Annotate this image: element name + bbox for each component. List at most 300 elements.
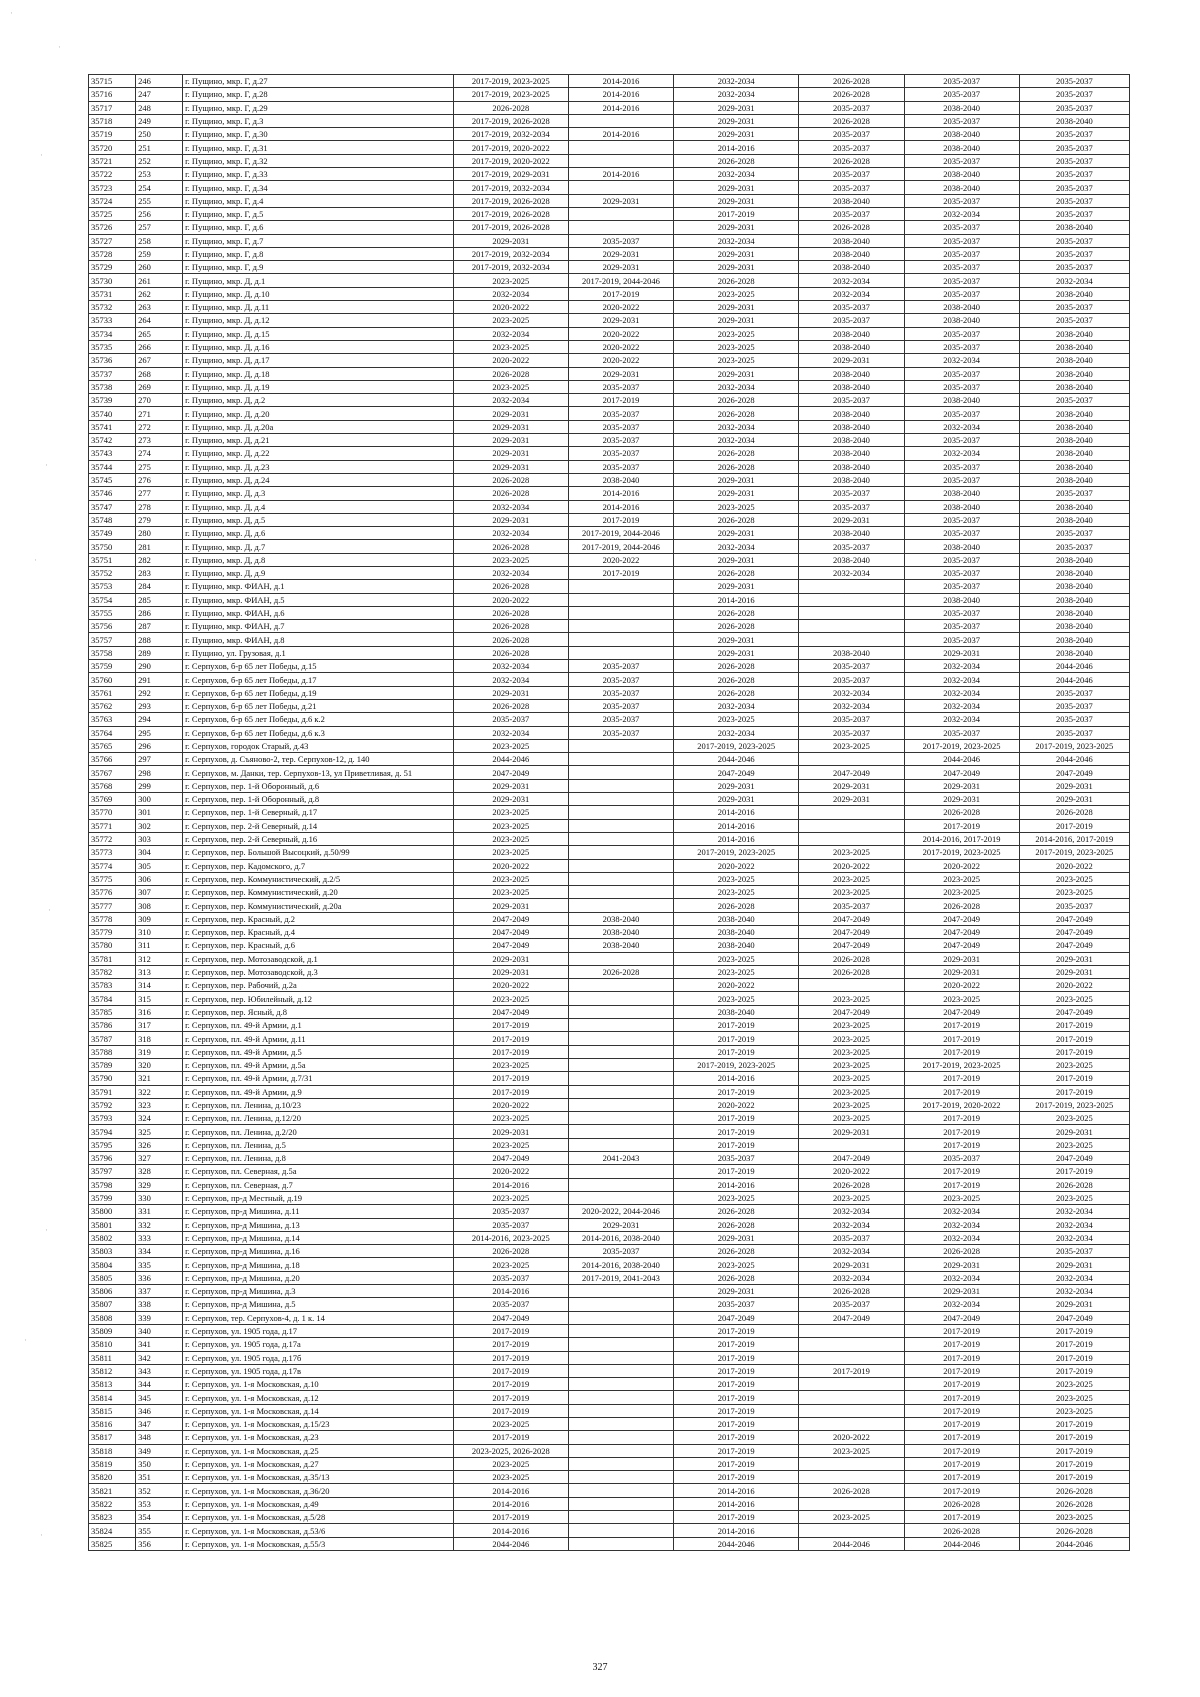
period-cell-2 bbox=[568, 806, 673, 819]
row-number-cell: 274 bbox=[136, 447, 183, 460]
period-cell-1: 2017-2019 bbox=[453, 1391, 568, 1404]
row-number-cell: 341 bbox=[136, 1338, 183, 1351]
period-cell-4: 2023-2025 bbox=[799, 1019, 904, 1032]
period-cell-4: 2038-2040 bbox=[799, 234, 904, 247]
period-cell-5: 2035-2037 bbox=[904, 606, 1019, 619]
address-cell: г. Пущино, мкр. Г, д.4 bbox=[183, 194, 454, 207]
record-id-cell: 35760 bbox=[89, 673, 136, 686]
period-cell-3: 2026-2028 bbox=[674, 447, 799, 460]
period-cell-2 bbox=[568, 753, 673, 766]
address-cell: г. Пущино, мкр. ФИАН, д.5 bbox=[183, 593, 454, 606]
row-number-cell: 335 bbox=[136, 1258, 183, 1271]
table-row bbox=[89, 434, 1130, 447]
period-cell-2: 2014-2016 bbox=[568, 101, 673, 114]
row-number-cell: 338 bbox=[136, 1298, 183, 1311]
row-number-cell: 250 bbox=[136, 128, 183, 141]
address-cell: г. Пущино, мкр. Д, д.3 bbox=[183, 487, 454, 500]
period-cell-5: 2026-2028 bbox=[904, 806, 1019, 819]
row-number-cell: 308 bbox=[136, 899, 183, 912]
period-cell-2 bbox=[568, 580, 673, 593]
address-cell: г. Пущино, мкр. Д, д.15 bbox=[183, 327, 454, 340]
period-cell-5: 2032-2034 bbox=[904, 699, 1019, 712]
period-cell-5: 2017-2019 bbox=[904, 1085, 1019, 1098]
period-cell-6: 2023-2025 bbox=[1019, 1191, 1129, 1204]
period-cell-4: 2026-2028 bbox=[799, 1484, 904, 1497]
period-cell-5: 2017-2019 bbox=[904, 1417, 1019, 1430]
row-number-cell: 336 bbox=[136, 1271, 183, 1284]
period-cell-6: 2032-2034 bbox=[1019, 1218, 1129, 1231]
period-cell-2 bbox=[568, 952, 673, 965]
period-cell-1: 2017-2019, 2026-2028 bbox=[453, 207, 568, 220]
table-row bbox=[89, 673, 1130, 686]
record-id-cell: 35728 bbox=[89, 247, 136, 260]
period-cell-5: 2038-2040 bbox=[904, 593, 1019, 606]
period-cell-4 bbox=[799, 832, 904, 845]
record-id-cell: 35777 bbox=[89, 899, 136, 912]
table-row bbox=[89, 1338, 1130, 1351]
period-cell-2 bbox=[568, 1072, 673, 1085]
record-id-cell: 35739 bbox=[89, 394, 136, 407]
table-row bbox=[89, 1138, 1130, 1151]
period-cell-6: 2026-2028 bbox=[1019, 1524, 1129, 1537]
period-cell-5: 2038-2040 bbox=[904, 500, 1019, 513]
period-cell-1: 2023-2025 bbox=[453, 1417, 568, 1430]
record-id-cell: 35716 bbox=[89, 88, 136, 101]
table-row bbox=[89, 1152, 1130, 1165]
period-cell-5: 2026-2028 bbox=[904, 1524, 1019, 1537]
period-cell-4: 2035-2037 bbox=[799, 713, 904, 726]
period-cell-4: 2032-2034 bbox=[799, 274, 904, 287]
period-cell-5: 2017-2019 bbox=[904, 1324, 1019, 1337]
row-number-cell: 330 bbox=[136, 1191, 183, 1204]
record-id-cell: 35805 bbox=[89, 1271, 136, 1284]
period-cell-1: 2023-2025 bbox=[453, 340, 568, 353]
record-id-cell: 35753 bbox=[89, 580, 136, 593]
row-number-cell: 313 bbox=[136, 965, 183, 978]
period-cell-3: 2026-2028 bbox=[674, 606, 799, 619]
address-cell: г. Серпухов, ул. 1905 года, д.17 bbox=[183, 1324, 454, 1337]
record-id-cell: 35747 bbox=[89, 500, 136, 513]
address-cell: г. Пущино, мкр. Д, д.22 bbox=[183, 447, 454, 460]
address-cell: г. Пущино, мкр. Д, д.6 bbox=[183, 527, 454, 540]
address-cell: г. Серпухов, б-р 65 лет Победы, д.17 bbox=[183, 673, 454, 686]
period-cell-4 bbox=[799, 1471, 904, 1484]
period-cell-2: 2035-2037 bbox=[568, 673, 673, 686]
period-cell-3: 2014-2016 bbox=[674, 806, 799, 819]
record-id-cell: 35825 bbox=[89, 1537, 136, 1550]
period-cell-6: 2038-2040 bbox=[1019, 553, 1129, 566]
record-id-cell: 35717 bbox=[89, 101, 136, 114]
period-cell-2: 2026-2028 bbox=[568, 965, 673, 978]
period-cell-5: 2026-2028 bbox=[904, 899, 1019, 912]
record-id-cell: 35790 bbox=[89, 1072, 136, 1085]
row-number-cell: 263 bbox=[136, 301, 183, 314]
table-row bbox=[89, 540, 1130, 553]
address-cell: г. Пущино, мкр. Д, д.8 bbox=[183, 553, 454, 566]
period-cell-6: 2017-2019 bbox=[1019, 1351, 1129, 1364]
period-cell-6: 2035-2037 bbox=[1019, 141, 1129, 154]
period-cell-5: 2035-2037 bbox=[904, 553, 1019, 566]
row-number-cell: 280 bbox=[136, 527, 183, 540]
record-id-cell: 35756 bbox=[89, 620, 136, 633]
table-row bbox=[89, 287, 1130, 300]
period-cell-1: 2017-2019 bbox=[453, 1511, 568, 1524]
period-cell-6: 2017-2019 bbox=[1019, 1444, 1129, 1457]
table-row bbox=[89, 1005, 1130, 1018]
period-cell-1: 2017-2019, 2032-2034 bbox=[453, 128, 568, 141]
period-cell-3: 2017-2019 bbox=[674, 1404, 799, 1417]
period-cell-2: 2014-2016 bbox=[568, 88, 673, 101]
period-cell-2 bbox=[568, 1324, 673, 1337]
period-cell-6: 2038-2040 bbox=[1019, 566, 1129, 579]
table-row bbox=[89, 420, 1130, 433]
address-cell: г. Серпухов, пр-д Мишина, д.18 bbox=[183, 1258, 454, 1271]
period-cell-1: 2047-2049 bbox=[453, 912, 568, 925]
address-cell: г. Серпухов, пер. Красный, д.6 bbox=[183, 939, 454, 952]
row-number-cell: 348 bbox=[136, 1431, 183, 1444]
period-cell-3: 2032-2034 bbox=[674, 380, 799, 393]
row-number-cell: 343 bbox=[136, 1364, 183, 1377]
period-cell-4 bbox=[799, 620, 904, 633]
record-id-cell: 35751 bbox=[89, 553, 136, 566]
period-cell-4: 2023-2025 bbox=[799, 739, 904, 752]
period-cell-3: 2026-2028 bbox=[674, 154, 799, 167]
period-cell-6: 2023-2025 bbox=[1019, 1378, 1129, 1391]
row-number-cell: 251 bbox=[136, 141, 183, 154]
row-number-cell: 304 bbox=[136, 846, 183, 859]
table-row bbox=[89, 926, 1130, 939]
period-cell-1: 2023-2025 bbox=[453, 274, 568, 287]
row-number-cell: 331 bbox=[136, 1205, 183, 1218]
table-row bbox=[89, 1271, 1130, 1284]
period-cell-5: 2026-2028 bbox=[904, 1497, 1019, 1510]
period-cell-6: 2035-2037 bbox=[1019, 234, 1129, 247]
period-cell-2: 2029-2031 bbox=[568, 247, 673, 260]
period-cell-1: 2023-2025 bbox=[453, 806, 568, 819]
period-cell-3: 2017-2019 bbox=[674, 1032, 799, 1045]
row-number-cell: 316 bbox=[136, 1005, 183, 1018]
period-cell-1: 2026-2028 bbox=[453, 487, 568, 500]
record-id-cell: 35787 bbox=[89, 1032, 136, 1045]
period-cell-6: 2032-2034 bbox=[1019, 1205, 1129, 1218]
period-cell-4 bbox=[799, 606, 904, 619]
period-cell-6: 2026-2028 bbox=[1019, 1497, 1129, 1510]
period-cell-5: 2023-2025 bbox=[904, 872, 1019, 885]
period-cell-5: 2017-2019 bbox=[904, 1125, 1019, 1138]
period-cell-3: 2017-2019 bbox=[674, 1125, 799, 1138]
period-cell-3: 2029-2031 bbox=[674, 261, 799, 274]
period-cell-1: 2032-2034 bbox=[453, 500, 568, 513]
period-cell-1: 2029-2031 bbox=[453, 686, 568, 699]
period-cell-4: 2032-2034 bbox=[799, 566, 904, 579]
period-cell-1: 2026-2028 bbox=[453, 699, 568, 712]
table-row bbox=[89, 1245, 1130, 1258]
period-cell-4 bbox=[799, 806, 904, 819]
table-row bbox=[89, 1524, 1130, 1537]
row-number-cell: 329 bbox=[136, 1178, 183, 1191]
period-cell-1: 2029-2031 bbox=[453, 234, 568, 247]
period-cell-1: 2029-2031 bbox=[453, 779, 568, 792]
period-cell-3: 2029-2031 bbox=[674, 247, 799, 260]
table-row bbox=[89, 1205, 1130, 1218]
period-cell-2: 2017-2019, 2044-2046 bbox=[568, 274, 673, 287]
period-cell-5: 2017-2019, 2020-2022 bbox=[904, 1098, 1019, 1111]
table-row bbox=[89, 1125, 1130, 1138]
period-cell-6: 2023-2025 bbox=[1019, 1058, 1129, 1071]
period-cell-6: 2023-2025 bbox=[1019, 886, 1129, 899]
period-cell-2 bbox=[568, 1311, 673, 1324]
period-cell-3: 2017-2019, 2023-2025 bbox=[674, 846, 799, 859]
period-cell-2: 2038-2040 bbox=[568, 473, 673, 486]
period-cell-4: 2023-2025 bbox=[799, 1112, 904, 1125]
period-cell-1: 2017-2019, 2020-2022 bbox=[453, 154, 568, 167]
row-number-cell: 252 bbox=[136, 154, 183, 167]
period-cell-6: 2038-2040 bbox=[1019, 620, 1129, 633]
period-cell-1: 2023-2025 bbox=[453, 1258, 568, 1271]
address-cell: г. Пущино, мкр. Д, д.24 bbox=[183, 473, 454, 486]
period-cell-4 bbox=[799, 753, 904, 766]
period-cell-6: 2044-2046 bbox=[1019, 660, 1129, 673]
table-row bbox=[89, 1218, 1130, 1231]
period-cell-1: 2044-2046 bbox=[453, 1537, 568, 1550]
period-cell-4: 2029-2031 bbox=[799, 1258, 904, 1271]
period-cell-1: 2023-2025 bbox=[453, 846, 568, 859]
table-row bbox=[89, 314, 1130, 327]
period-cell-6: 2044-2046 bbox=[1019, 673, 1129, 686]
period-cell-1: 2047-2049 bbox=[453, 939, 568, 952]
period-cell-3: 2017-2019 bbox=[674, 1165, 799, 1178]
period-cell-2: 2014-2016 bbox=[568, 500, 673, 513]
period-cell-6: 2029-2031 bbox=[1019, 965, 1129, 978]
record-id-cell: 35816 bbox=[89, 1417, 136, 1430]
period-cell-2: 2035-2037 bbox=[568, 713, 673, 726]
address-cell: г. Серпухов, ул. 1-я Московская, д.55/3 bbox=[183, 1537, 454, 1550]
table-row bbox=[89, 832, 1130, 845]
record-id-cell: 35776 bbox=[89, 886, 136, 899]
row-number-cell: 253 bbox=[136, 168, 183, 181]
address-cell: г. Серпухов, пер. 1-й Северный, д.17 bbox=[183, 806, 454, 819]
period-cell-5: 2032-2034 bbox=[904, 660, 1019, 673]
scan-mark: · bbox=[40, 1530, 43, 1540]
period-cell-6: 2035-2037 bbox=[1019, 726, 1129, 739]
period-cell-5: 2017-2019 bbox=[904, 1378, 1019, 1391]
period-cell-2 bbox=[568, 859, 673, 872]
scan-mark: · bbox=[40, 150, 43, 160]
period-cell-3: 2029-2031 bbox=[674, 1231, 799, 1244]
table-row bbox=[89, 500, 1130, 513]
period-cell-4: 2026-2028 bbox=[799, 154, 904, 167]
table-row bbox=[89, 1311, 1130, 1324]
period-cell-6: 2029-2031 bbox=[1019, 793, 1129, 806]
period-cell-4: 2026-2028 bbox=[799, 1285, 904, 1298]
row-number-cell: 275 bbox=[136, 460, 183, 473]
address-cell: г. Пущино, мкр. Г, д.6 bbox=[183, 221, 454, 234]
period-cell-5: 2035-2037 bbox=[904, 274, 1019, 287]
period-cell-5: 2032-2034 bbox=[904, 1205, 1019, 1218]
period-cell-4: 2047-2049 bbox=[799, 1152, 904, 1165]
address-cell: г. Серпухов, пр-д Мишина, д.5 bbox=[183, 1298, 454, 1311]
period-cell-1: 2017-2019 bbox=[453, 1404, 568, 1417]
row-number-cell: 339 bbox=[136, 1311, 183, 1324]
period-cell-3: 2032-2034 bbox=[674, 234, 799, 247]
record-id-cell: 35720 bbox=[89, 141, 136, 154]
table-row bbox=[89, 1191, 1130, 1204]
period-cell-1: 2032-2034 bbox=[453, 327, 568, 340]
table-row bbox=[89, 739, 1130, 752]
period-cell-2: 2014-2016, 2038-2040 bbox=[568, 1258, 673, 1271]
period-cell-5: 2032-2034 bbox=[904, 1231, 1019, 1244]
record-id-cell: 35774 bbox=[89, 859, 136, 872]
period-cell-5: 2038-2040 bbox=[904, 141, 1019, 154]
period-cell-3: 2023-2025 bbox=[674, 500, 799, 513]
period-cell-4: 2023-2025 bbox=[799, 992, 904, 1005]
period-cell-3: 2017-2019 bbox=[674, 1364, 799, 1377]
row-number-cell: 318 bbox=[136, 1032, 183, 1045]
period-cell-3: 2026-2028 bbox=[674, 513, 799, 526]
table-row bbox=[89, 912, 1130, 925]
table-row bbox=[89, 513, 1130, 526]
address-cell: г. Серпухов, пр-д Мишина, д.20 bbox=[183, 1271, 454, 1284]
period-cell-3: 2014-2016 bbox=[674, 819, 799, 832]
period-cell-5: 2038-2040 bbox=[904, 301, 1019, 314]
record-id-cell: 35804 bbox=[89, 1258, 136, 1271]
record-id-cell: 35799 bbox=[89, 1191, 136, 1204]
row-number-cell: 255 bbox=[136, 194, 183, 207]
period-cell-3: 2026-2028 bbox=[674, 1245, 799, 1258]
period-cell-5: 2047-2049 bbox=[904, 1311, 1019, 1324]
table-row bbox=[89, 766, 1130, 779]
row-number-cell: 254 bbox=[136, 181, 183, 194]
record-id-cell: 35798 bbox=[89, 1178, 136, 1191]
period-cell-3: 2029-2031 bbox=[674, 1285, 799, 1298]
period-cell-6: 2023-2025 bbox=[1019, 1511, 1129, 1524]
record-id-cell: 35769 bbox=[89, 793, 136, 806]
period-cell-6: 2017-2019, 2023-2025 bbox=[1019, 1098, 1129, 1111]
table-row bbox=[89, 301, 1130, 314]
period-cell-1: 2017-2019 bbox=[453, 1085, 568, 1098]
period-cell-4: 2035-2037 bbox=[799, 673, 904, 686]
period-cell-1: 2020-2022 bbox=[453, 354, 568, 367]
period-cell-3: 2023-2025 bbox=[674, 886, 799, 899]
period-cell-5: 2038-2040 bbox=[904, 314, 1019, 327]
row-number-cell: 268 bbox=[136, 367, 183, 380]
period-cell-5: 2017-2019 bbox=[904, 1165, 1019, 1178]
period-cell-3: 2017-2019 bbox=[674, 1391, 799, 1404]
period-cell-3: 2026-2028 bbox=[674, 660, 799, 673]
period-cell-5: 2038-2040 bbox=[904, 394, 1019, 407]
table-row bbox=[89, 806, 1130, 819]
address-cell: г. Серпухов, пл. 49-й Армии, д.1 bbox=[183, 1019, 454, 1032]
record-id-cell: 35740 bbox=[89, 407, 136, 420]
period-cell-5: 2023-2025 bbox=[904, 992, 1019, 1005]
row-number-cell: 319 bbox=[136, 1045, 183, 1058]
period-cell-6: 2017-2019 bbox=[1019, 1045, 1129, 1058]
record-id-cell: 35750 bbox=[89, 540, 136, 553]
period-cell-6: 2023-2025 bbox=[1019, 992, 1129, 1005]
period-cell-6: 2035-2037 bbox=[1019, 247, 1129, 260]
period-cell-3: 2047-2049 bbox=[674, 766, 799, 779]
period-cell-3: 2038-2040 bbox=[674, 912, 799, 925]
period-cell-3: 2017-2019, 2023-2025 bbox=[674, 1058, 799, 1071]
period-cell-5: 2032-2034 bbox=[904, 420, 1019, 433]
page-number: 327 bbox=[592, 1662, 608, 1673]
period-cell-5: 2017-2019, 2023-2025 bbox=[904, 739, 1019, 752]
period-cell-6: 2017-2019 bbox=[1019, 1338, 1129, 1351]
period-cell-3: 2035-2037 bbox=[674, 1298, 799, 1311]
row-number-cell: 270 bbox=[136, 394, 183, 407]
period-cell-6: 2017-2019, 2023-2025 bbox=[1019, 739, 1129, 752]
table-row bbox=[89, 660, 1130, 673]
period-cell-6: 2017-2019 bbox=[1019, 1085, 1129, 1098]
period-cell-3: 2017-2019 bbox=[674, 1338, 799, 1351]
table-row bbox=[89, 154, 1130, 167]
period-cell-3: 2017-2019 bbox=[674, 1444, 799, 1457]
period-cell-5: 2017-2019 bbox=[904, 1072, 1019, 1085]
period-cell-5: 2032-2034 bbox=[904, 1298, 1019, 1311]
period-cell-2 bbox=[568, 819, 673, 832]
period-cell-4: 2020-2022 bbox=[799, 859, 904, 872]
period-cell-3: 2014-2016 bbox=[674, 832, 799, 845]
record-id-cell: 35722 bbox=[89, 168, 136, 181]
period-cell-6: 2017-2019 bbox=[1019, 1019, 1129, 1032]
period-cell-4: 2035-2037 bbox=[799, 899, 904, 912]
period-cell-4: 2038-2040 bbox=[799, 380, 904, 393]
period-cell-3: 2017-2019 bbox=[674, 1138, 799, 1151]
period-cell-4: 2047-2049 bbox=[799, 1311, 904, 1324]
period-cell-5: 2044-2046 bbox=[904, 753, 1019, 766]
period-cell-3: 2023-2025 bbox=[674, 952, 799, 965]
row-number-cell: 257 bbox=[136, 221, 183, 234]
period-cell-6: 2038-2040 bbox=[1019, 593, 1129, 606]
period-cell-3: 2017-2019 bbox=[674, 1417, 799, 1430]
address-cell: г. Пущино, ул. Грузовая, д.1 bbox=[183, 646, 454, 659]
period-cell-3: 2026-2028 bbox=[674, 686, 799, 699]
period-cell-2: 2029-2031 bbox=[568, 194, 673, 207]
period-cell-1: 2014-2016 bbox=[453, 1484, 568, 1497]
address-cell: г. Пущино, мкр. Д, д.1 bbox=[183, 274, 454, 287]
period-cell-1: 2023-2025 bbox=[453, 1112, 568, 1125]
table-row bbox=[89, 1537, 1130, 1550]
period-cell-1: 2020-2022 bbox=[453, 301, 568, 314]
period-cell-6: 2032-2034 bbox=[1019, 274, 1129, 287]
period-cell-5: 2035-2037 bbox=[904, 580, 1019, 593]
period-cell-2 bbox=[568, 1484, 673, 1497]
table-row bbox=[89, 566, 1130, 579]
period-cell-4: 2026-2028 bbox=[799, 965, 904, 978]
period-cell-2 bbox=[568, 1511, 673, 1524]
address-cell: г. Серпухов, пер. Коммунистический, д.20 bbox=[183, 886, 454, 899]
period-cell-2: 2035-2037 bbox=[568, 434, 673, 447]
period-cell-2 bbox=[568, 1417, 673, 1430]
period-cell-2: 2035-2037 bbox=[568, 699, 673, 712]
period-cell-4: 2035-2037 bbox=[799, 141, 904, 154]
period-cell-1: 2032-2034 bbox=[453, 287, 568, 300]
period-cell-2: 2035-2037 bbox=[568, 380, 673, 393]
period-cell-4: 2038-2040 bbox=[799, 407, 904, 420]
period-cell-4 bbox=[799, 1338, 904, 1351]
row-number-cell: 337 bbox=[136, 1285, 183, 1298]
period-cell-5: 2029-2031 bbox=[904, 646, 1019, 659]
row-number-cell: 314 bbox=[136, 979, 183, 992]
period-cell-3: 2014-2016 bbox=[674, 1524, 799, 1537]
address-cell: г. Серпухов, пер. Мотозаводской, д.3 bbox=[183, 965, 454, 978]
row-number-cell: 281 bbox=[136, 540, 183, 553]
period-cell-4: 2038-2040 bbox=[799, 527, 904, 540]
period-cell-6: 2035-2037 bbox=[1019, 314, 1129, 327]
row-number-cell: 351 bbox=[136, 1471, 183, 1484]
address-cell: г. Пущино, мкр. Г, д.8 bbox=[183, 247, 454, 260]
period-cell-4: 2026-2028 bbox=[799, 75, 904, 88]
